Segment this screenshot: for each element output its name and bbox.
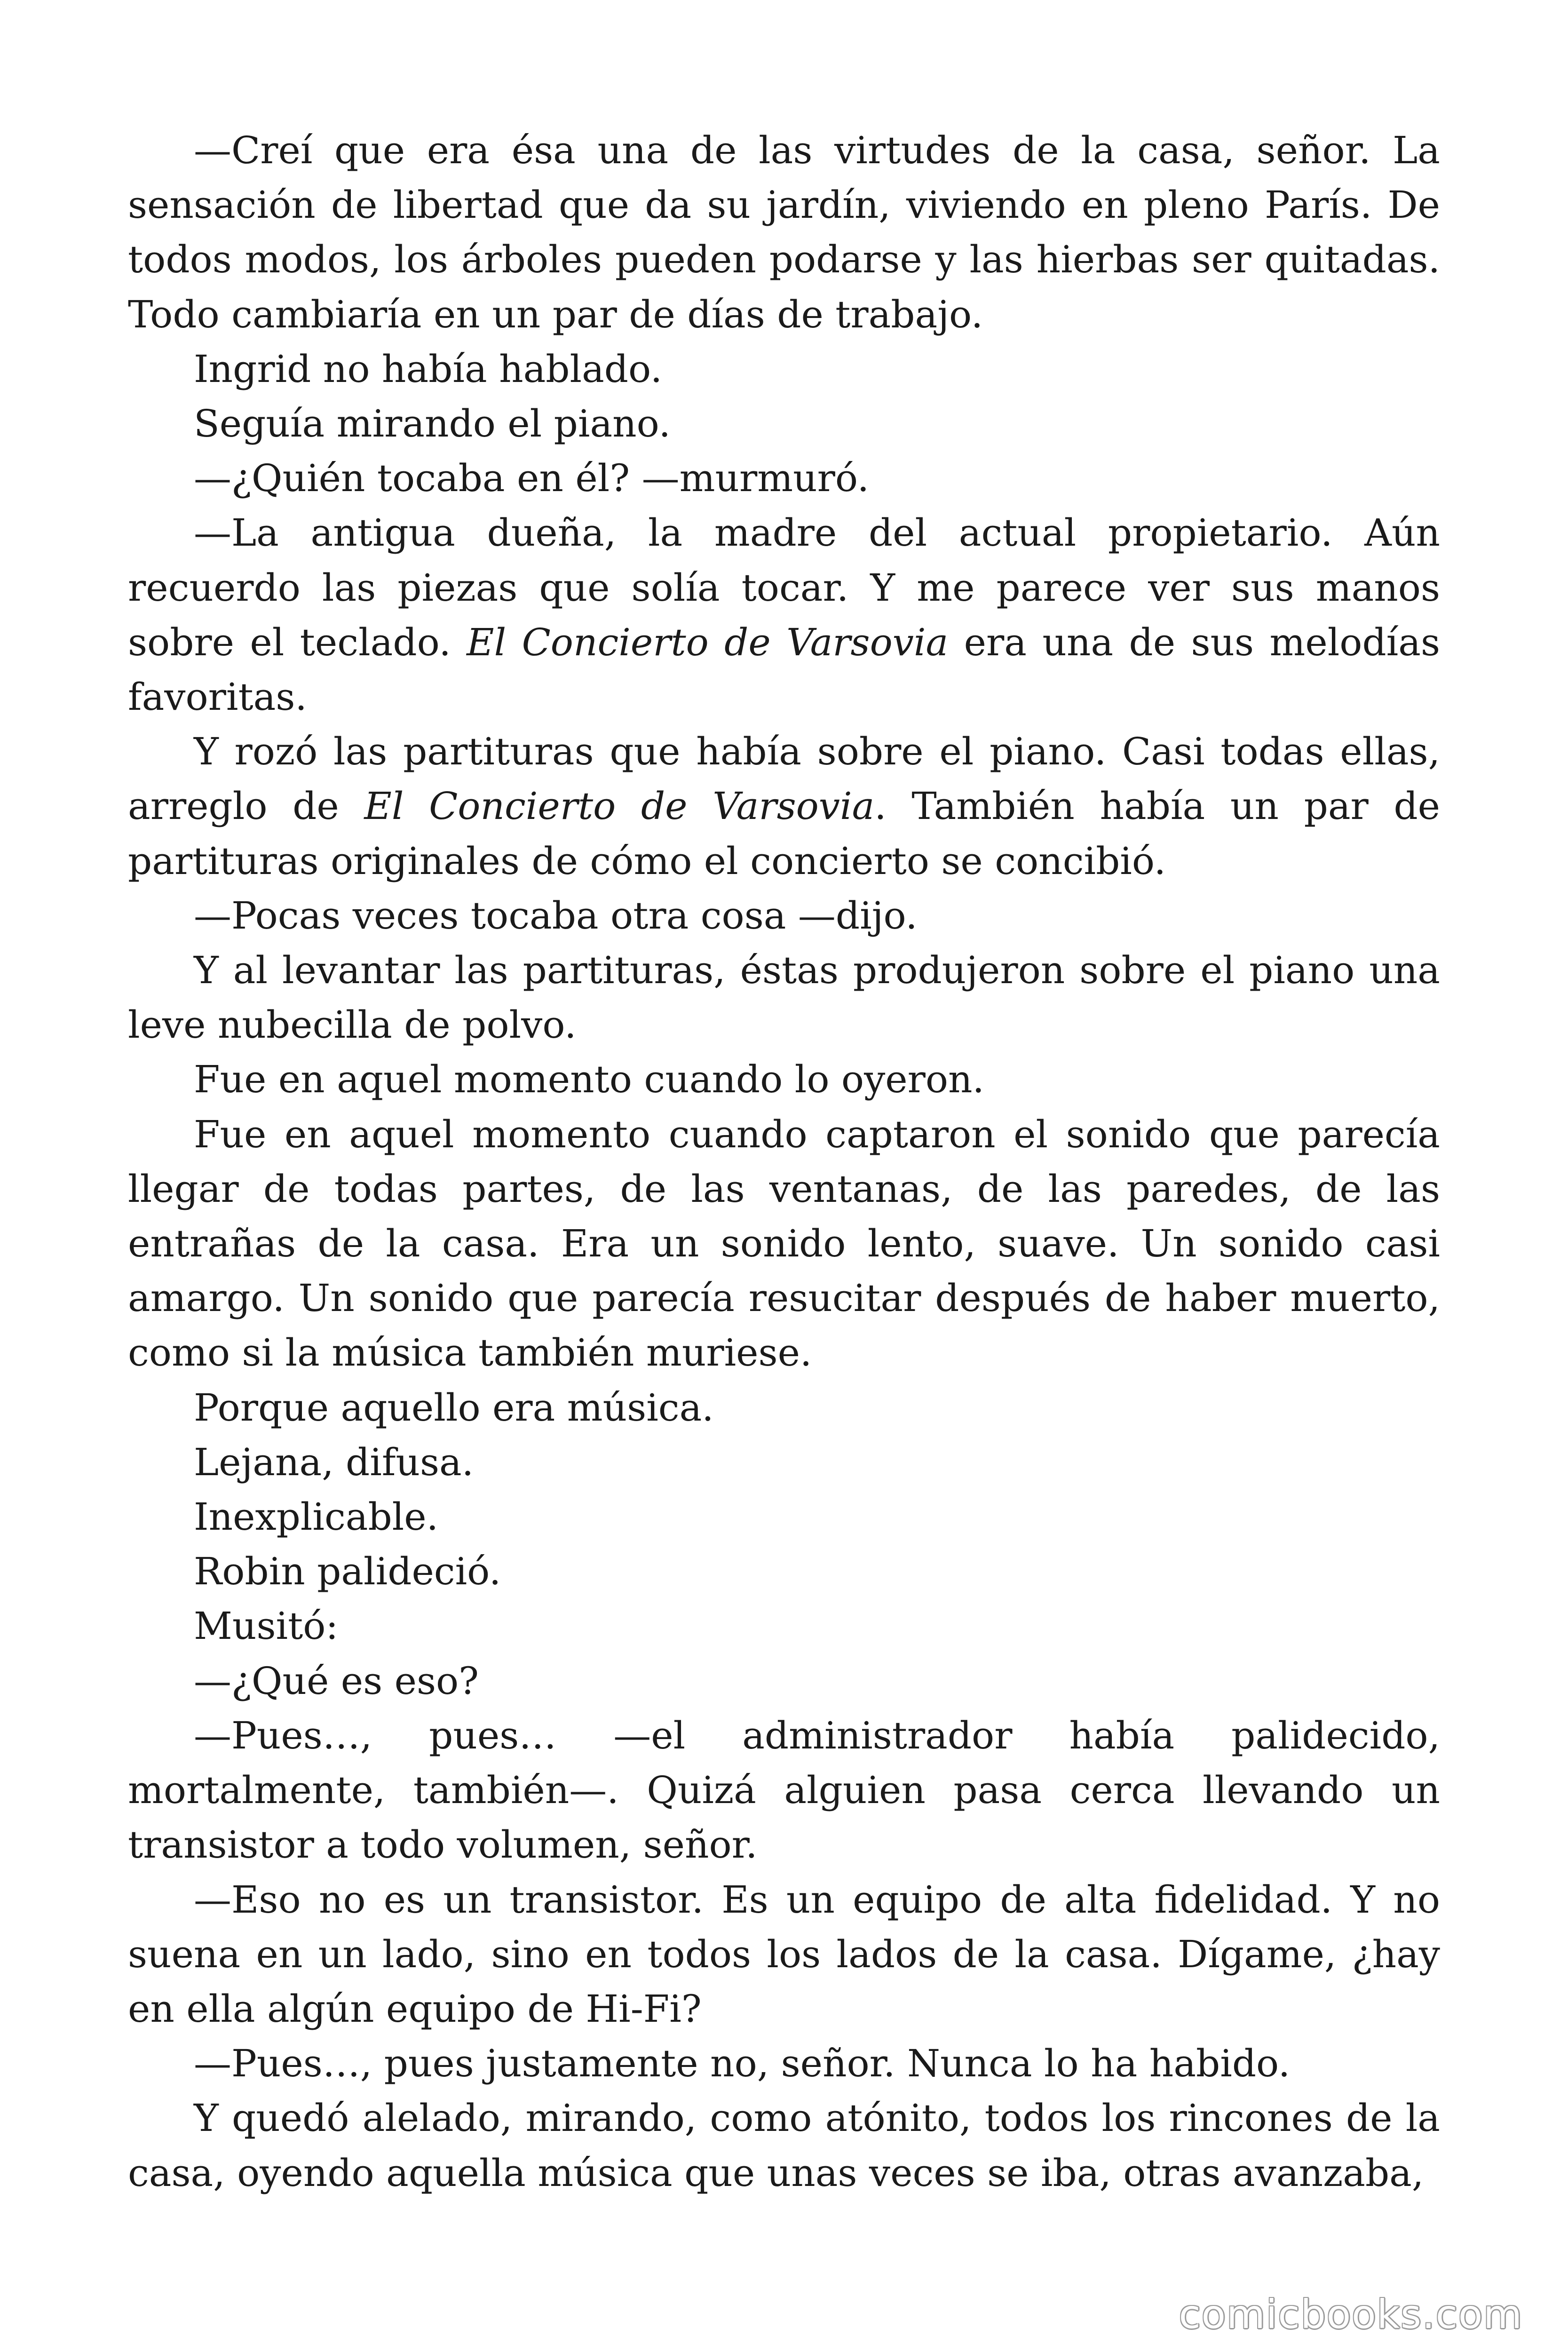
paragraph-1: —Creí que era ésa una de las virtudes de la casa, señor. La sensación de libertad que da su jardín, viviendo en pleno París. De todos modos, los árboles pueden podarse y las hierbas ser quitadas. Todo cambiaría en un par de días de trabajo. <box>128 128 1440 336</box>
paragraph-15: Musitó: <box>194 1604 339 1648</box>
work-title-italic: El Concierto de Varsovia <box>467 620 949 664</box>
work-title-italic: El Concierto de Varsovia <box>364 784 875 828</box>
paragraph-11: Porque aquello era música. <box>194 1385 714 1430</box>
watermark-text: comicbooks.com <box>1179 2291 1523 2337</box>
paragraph-17: —Pues…, pues… —el administrador había palidecido, mortalmente, también—. Quizá alguien pasa cerca llevando un transistor a todo volumen, señor. <box>128 1713 1440 1867</box>
paragraph-8: Y al levantar las partituras, éstas produjeron sobre el piano una leve nubecilla de polvo. <box>128 948 1440 1047</box>
paragraph-7: —Pocas veces tocaba otra cosa —dijo. <box>194 893 918 938</box>
paragraph-14: Robin palideció. <box>194 1549 501 1594</box>
paragraph-2: Ingrid no había hablado. <box>194 347 663 391</box>
paragraph-6 <box>128 724 1440 889</box>
paragraph-10: Fue en aquel momento cuando captaron el sonido que parecía llegar de todas partes, de las ventanas, de las paredes, de las entrañas de la casa. Era un sonido lento, suave. Un sonido casi amargo. Un sonido que parecía resucitar después de haber muerto, como si la música también muriese. <box>128 1112 1440 1375</box>
paragraph-13: Inexplicable. <box>194 1495 439 1539</box>
paragraph-16: —¿Qué es eso? <box>194 1659 479 1703</box>
paragraph-9: Fue en aquel momento cuando lo oyeron. <box>194 1057 984 1102</box>
paragraph-19: —Pues…, pues justamente no, señor. Nunca lo ha habido. <box>194 2042 1291 2086</box>
paragraph-18: —Eso no es un transistor. Es un equipo de alta fidelidad. Y no suena en un lado, sino en todos los lados de la casa. Dígame, ¿hay en ella algún equipo de Hi-Fi? <box>128 1877 1440 2031</box>
paragraph-6-end: . También había un par de partituras originales de cómo el concierto se concibió. <box>128 784 1441 883</box>
paragraph-5 <box>128 506 1440 724</box>
paragraph-5-end: era una de sus melodías favoritas. <box>128 620 1441 719</box>
paragraph-6-start: Y rozó las partituras que había sobre el piano. Casi todas ellas, arreglo de <box>128 730 1440 828</box>
paragraph-12: Lejana, difusa. <box>194 1440 474 1484</box>
paragraph-20: Y quedó alelado, mirando, como atónito, todos los rincones de la casa, oyendo aquella música que unas veces se iba, otras avanzaba, <box>128 2096 1440 2195</box>
paragraph-4: —¿Quién tocaba en él? —murmuró. <box>194 456 870 501</box>
book-page-text <box>128 123 1440 2201</box>
paragraph-5-start: —La antigua dueña, la madre del actual propietario. Aún recuerdo las piezas que solía tocar. Y me parece ver sus manos sobre el teclado. <box>128 511 1440 664</box>
paragraph-3: Seguía mirando el piano. <box>194 402 671 446</box>
